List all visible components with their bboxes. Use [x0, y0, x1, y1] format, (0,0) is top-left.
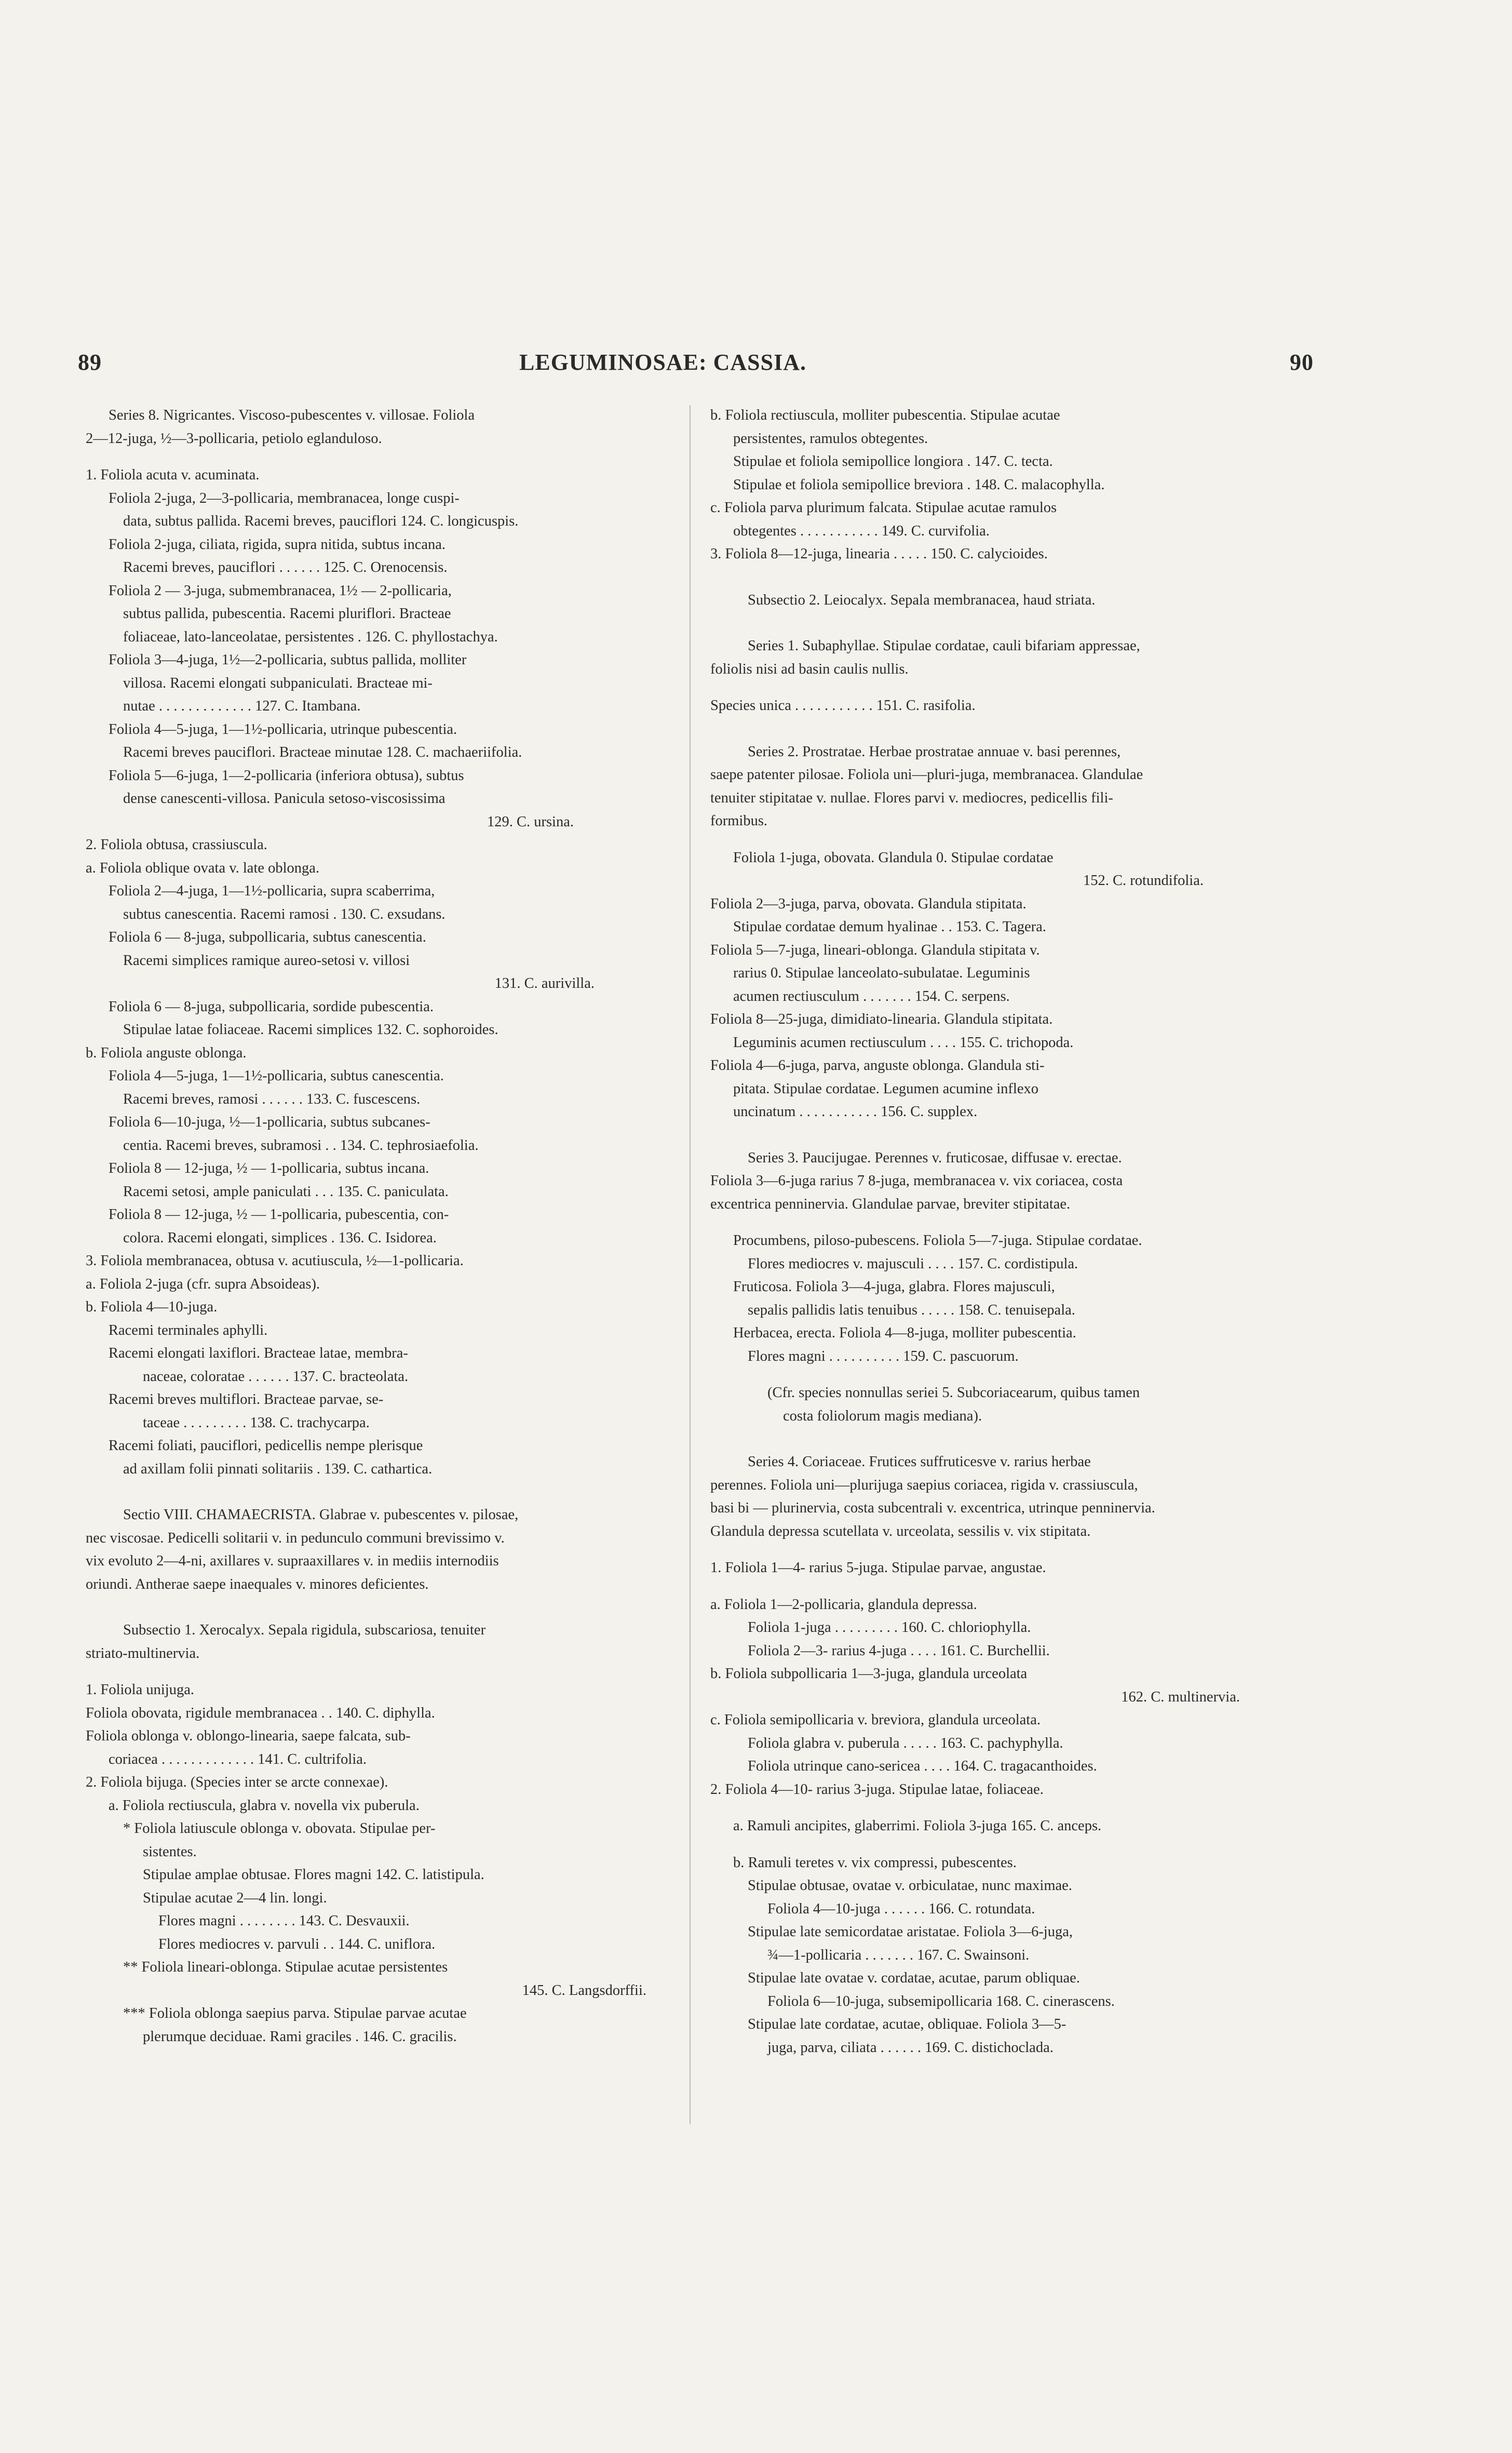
text-line: nec viscosae. Pedicelli solitarii v. in pedunculo communi brevissimo v. [86, 1530, 505, 1546]
text-line: 1. Foliola unijuga. [86, 1682, 194, 1698]
text-line: Foliola 1-juga, obovata. Glandula 0. Stipulae cordatae [733, 849, 1054, 866]
text-line: foliaceae, lato-lanceolatae, persistentes . 126. C. phyllostachya. [123, 628, 498, 645]
text-line: rarius 0. Stipulae lanceolato-subulatae. Leguminis [733, 965, 1030, 981]
text-line: Foliola 4—10-juga . . . . . . 166. C. rotundata. [767, 1900, 1035, 1917]
text-line: 2. Foliola bijuga. (Species inter se arcte connexae). [86, 1774, 388, 1790]
text-line: Foliola 6 — 8-juga, subpollicaria, subtus canescentia. [109, 929, 426, 945]
text-line: Procumbens, piloso-pubescens. Foliola 5—7-juga. Stipulae cordatae. [733, 1232, 1142, 1249]
text-line: Foliola 6 — 8-juga, subpollicaria, sordide pubescentia. [109, 998, 434, 1015]
text-line: Racemi simplices ramique aureo-setosi v. villosi [123, 952, 410, 969]
text-line: a. Foliola oblique ovata v. late oblonga. [86, 860, 320, 876]
text-line: Foliola 2 — 3-juga, submembranacea, 1½ — 2-pollicaria, [109, 582, 452, 599]
text-line: obtegentes . . . . . . . . . . . 149. C. curvifolia. [733, 522, 990, 539]
text-line: 162. C. multinervia. [1121, 1688, 1240, 1705]
text-line: saepe patenter pilosae. Foliola uni—pluri-juga, membranacea. Glandulae [710, 767, 1143, 783]
text-line: b. Foliola rectiuscula, molliter pubescentia. Stipulae acutae [710, 407, 1060, 423]
text-line: acumen rectiusculum . . . . . . . 154. C. serpens. [733, 988, 1010, 1004]
text-line: a. Foliola 2-juga (cfr. supra Absoideas). [86, 1276, 320, 1292]
right-column [710, 404, 1318, 2059]
text-line: Series 3. Paucijugae. Perennes v. fruticosae, diffusae v. erectae. [748, 1149, 1122, 1166]
text-line: oriundi. Antherae saepe inaequales v. minores deficientes. [86, 1576, 429, 1592]
text-line: * Foliola latiuscule oblonga v. obovata. Stipulae per- [123, 1820, 436, 1837]
text-line: tenuiter stipitatae v. nullae. Flores parvi v. mediocres, pedicellis fili- [710, 789, 1113, 806]
text-line: Stipulae latae foliaceae. Racemi simplices 132. C. sophoroides. [123, 1022, 498, 1038]
text-line: Flores magni . . . . . . . . 143. C. Desvauxii. [158, 1913, 410, 1929]
text-line: Foliola 4—6-juga, parva, anguste oblonga. Glandula sti- [710, 1057, 1045, 1074]
text-line: a. Foliola rectiuscula, glabra v. novella vix puberula. [109, 1797, 420, 1814]
text-line: 2—12-juga, ½—3-pollicaria, petiolo eglanduloso. [86, 430, 382, 447]
text-line: coriacea . . . . . . . . . . . . . 141. C. cultrifolia. [109, 1751, 367, 1767]
text-line: Foliola 2—3- rarius 4-juga . . . . 161. C. Burchellii. [748, 1642, 1050, 1659]
text-line: basi bi — plurinervia, costa subcentrali v. excentrica, utrinque penninervia. [710, 1500, 1155, 1516]
text-line: Foliola glabra v. puberula . . . . . 163. C. pachyphylla. [748, 1735, 1063, 1751]
text-line: Stipulae late cordatae, acutae, obliquae. Foliola 3—5- [748, 2016, 1066, 2032]
text-line: Leguminis acumen rectiusculum . . . . 155. C. trichopoda. [733, 1034, 1074, 1051]
text-line: pitata. Stipulae cordatae. Legumen acumine inflexo [733, 1080, 1038, 1097]
text-line: sepalis pallidis latis tenuibus . . . . . 158. C. tenuisepala. [748, 1302, 1075, 1318]
text-line: Foliola 5—6-juga, 1—2-pollicaria (inferiora obtusa), subtus [109, 767, 464, 784]
text-line: 131. C. aurivilla. [494, 975, 595, 991]
text-line: Foliola 1-juga . . . . . . . . . 160. C. chloriophylla. [748, 1619, 1031, 1636]
text-line: Stipulae acutae 2—4 lin. longi. [143, 1889, 327, 1906]
text-line: vix evoluto 2—4-ni, axillares v. supraaxillares v. in mediis internodiis [86, 1553, 499, 1569]
text-line: Foliola oblonga v. oblongo-linearia, saepe falcata, sub- [86, 1728, 411, 1744]
left-column [86, 404, 667, 2048]
text-line: b. Foliola subpollicaria 1—3-juga, glandula urceolata [710, 1666, 1028, 1682]
text-line: formibus. [710, 813, 768, 829]
text-line: Foliola 5—7-juga, lineari-oblonga. Glandula stipitata v. [710, 942, 1040, 958]
text-line: data, subtus pallida. Racemi breves, pauciflori 124. C. longicuspis. [123, 513, 519, 529]
text-line: Stipulae et foliola semipollice breviora . 148. C. malacophylla. [733, 476, 1105, 493]
text-line: Foliola 2-juga, ciliata, rigida, supra nitida, subtus incana. [109, 536, 446, 553]
text-line: plerumque deciduae. Rami graciles . 146. C. gracilis. [143, 2028, 457, 2045]
text-line: 145. C. Langsdorffii. [522, 1982, 646, 1999]
text-line: Flores mediocres v. majusculi . . . . 157. C. cordistipula. [748, 1255, 1078, 1272]
text-line: Stipulae cordatae demum hyalinae . . 153. C. Tagera. [733, 919, 1046, 935]
text-line: subtus pallida, pubescentia. Racemi pluriflori. Bracteae [123, 606, 451, 622]
text-line: dense canescenti-villosa. Panicula setoso-viscosissima [123, 790, 446, 807]
text-line: Subsectio 2. Leiocalyx. Sepala membranacea, haud striata. [748, 592, 1096, 608]
text-line: Foliola 4—5-juga, 1—1½-pollicaria, utrinque pubescentia. [109, 721, 457, 738]
text-line: perennes. Foliola uni—plurijuga saepius coriacea, rigida v. crassiuscula, [710, 1477, 1138, 1493]
text-line: Species unica . . . . . . . . . . . 151. C. rasifolia. [710, 698, 976, 714]
text-line: Foliola 2—4-juga, 1—1½-pollicaria, supra scaberrima, [109, 883, 435, 899]
text-line: excentrica penninervia. Glandulae parvae, breviter stipitatae. [710, 1196, 1071, 1212]
text-line: Stipulae late ovatae v. cordatae, acutae, parum obliquae. [748, 1970, 1080, 1986]
text-line: Racemi terminales aphylli. [109, 1322, 268, 1338]
text-line: b. Foliola 4—10-juga. [86, 1299, 218, 1315]
text-line: Foliola obovata, rigidule membranacea . . 140. C. diphylla. [86, 1705, 435, 1721]
text-line: Series 1. Subaphyllae. Stipulae cordatae, cauli bifariam appressae, [748, 638, 1140, 654]
text-line: nutae . . . . . . . . . . . . . 127. C. Itambana. [123, 698, 361, 714]
text-line: Racemi breves, ramosi . . . . . . 133. C. fuscescens. [123, 1091, 421, 1107]
text-line: striato-multinervia. [86, 1645, 200, 1661]
text-line: colora. Racemi elongati, simplices . 136. C. Isidorea. [123, 1229, 437, 1246]
text-line: naceae, coloratae . . . . . . 137. C. bracteolata. [143, 1368, 409, 1385]
text-line: *** Foliola oblonga saepius parva. Stipulae parvae acutae [123, 2005, 467, 2021]
text-line: c. Foliola semipollicaria v. breviora, glandula urceolata. [710, 1712, 1041, 1728]
text-line: 3. Foliola membranacea, obtusa v. acutiuscula, ½—1-pollicaria. [86, 1253, 464, 1269]
text-line: c. Foliola parva plurimum falcata. Stipulae acutae ramulos [710, 500, 1057, 516]
text-line: Foliola 8—25-juga, dimidiato-linearia. Glandula stipitata. [710, 1011, 1053, 1027]
text-line: 152. C. rotundifolia. [1083, 873, 1204, 889]
text-line: Foliola 3—6-juga rarius 7 8-juga, membranacea v. vix coriacea, costa [710, 1173, 1123, 1189]
text-line: a. Ramuli ancipites, glaberrimi. Foliola 3-juga 165. C. anceps. [733, 1818, 1102, 1834]
text-line: ¾—1-pollicaria . . . . . . . 167. C. Swainsoni. [767, 1947, 1030, 1963]
text-line: Racemi foliati, pauciflori, pedicellis nempe plerisque [109, 1438, 423, 1454]
text-line: Foliola 2—3-juga, parva, obovata. Glandula stipitata. [710, 895, 1027, 912]
text-line: 1. Foliola acuta v. acuminata. [86, 467, 260, 483]
text-line: Foliola 6—10-juga, subsemipollicaria 168. C. cinerascens. [767, 1993, 1115, 2009]
text-line: b. Ramuli teretes v. vix compressi, pubescentes. [733, 1854, 1017, 1871]
page-number-left: 89 [78, 350, 102, 375]
text-line: Racemi breves pauciflori. Bracteae minutae 128. C. machaeriifolia. [123, 744, 522, 760]
text-line: Sectio VIII. CHAMAECRISTA. Glabrae v. pubescentes v. pilosae, [123, 1507, 519, 1523]
text-line: Stipulae obtusae, ovatae v. orbiculatae, nunc maximae. [748, 1878, 1072, 1894]
text-line: 3. Foliola 8—12-juga, linearia . . . . . 150. C. calycioides. [710, 546, 1048, 562]
text-line: subtus canescentia. Racemi ramosi . 130. C. exsudans. [123, 906, 446, 922]
text-line: uncinatum . . . . . . . . . . . 156. C. supplex. [733, 1104, 978, 1120]
text-line: Series 4. Coriaceae. Frutices suffruticesve v. rarius herbae [748, 1454, 1091, 1470]
text-line: Racemi setosi, ample paniculati . . . 135. C. paniculata. [123, 1183, 449, 1200]
text-line: 1. Foliola 1—4- rarius 5-juga. Stipulae parvae, angustae. [710, 1560, 1046, 1576]
text-line: taceae . . . . . . . . . 138. C. trachycarpa. [143, 1414, 370, 1431]
text-line: 2. Foliola 4—10- rarius 3-juga. Stipulae latae, foliaceae. [710, 1781, 1044, 1798]
column-divider [690, 405, 691, 2124]
text-line: Subsectio 1. Xerocalyx. Sepala rigidula, subscariosa, tenuiter [123, 1622, 486, 1638]
text-line: Racemi breves, pauciflori . . . . . . 125. C. Orenocensis. [123, 559, 448, 575]
text-line: (Cfr. species nonnullas seriei 5. Subcoriacearum, quibus tamen [767, 1385, 1140, 1401]
text-line: villosa. Racemi elongati subpaniculati. Bracteae mi- [123, 675, 433, 691]
running-title: LEGUMINOSAE: CASSIA. [519, 350, 806, 375]
text-line: Foliola utrinque cano-sericea . . . . 164. C. tragacanthoides. [748, 1758, 1097, 1774]
text-line: Foliola 8 — 12-juga, ½ — 1-pollicaria, pubescentia, con- [109, 1207, 449, 1223]
text-line: Stipulae late semicordatae aristatae. Foliola 3—6-juga, [748, 1924, 1073, 1940]
text-line: costa foliolorum magis mediana). [783, 1408, 982, 1424]
text-line: 2. Foliola obtusa, crassiuscula. [86, 837, 267, 853]
text-line: Fruticosa. Foliola 3—4-juga, glabra. Flores majusculi, [733, 1279, 1055, 1295]
text-line: Stipulae et foliola semipollice longiora . 147. C. tecta. [733, 453, 1053, 470]
text-line: Glandula depressa scutellata v. urceolata, sessilis v. vix stipitata. [710, 1523, 1091, 1539]
page-header [78, 349, 1314, 391]
text-line: Racemi elongati laxiflori. Bracteae latae, membra- [109, 1345, 408, 1361]
text-line: Foliola 4—5-juga, 1—1½-pollicaria, subtus canescentia. [109, 1068, 444, 1084]
text-line: ** Foliola lineari-oblonga. Stipulae acutae persistentes [123, 1959, 448, 1975]
text-line: Foliola 2-juga, 2—3-pollicaria, membranacea, longe cuspi- [109, 490, 460, 506]
text-line: Series 2. Prostratae. Herbae prostratae annuae v. basi perennes, [748, 743, 1121, 760]
text-line: Foliola 6—10-juga, ½—1-pollicaria, subtus subcanes- [109, 1114, 430, 1130]
text-line: Herbacea, erecta. Foliola 4—8-juga, molliter pubescentia. [733, 1325, 1076, 1341]
text-line: centia. Racemi breves, subramosi . . 134. C. tephrosiaefolia. [123, 1137, 479, 1154]
text-line: Flores magni . . . . . . . . . . 159. C. pascuorum. [748, 1348, 1019, 1364]
text-line: foliolis nisi ad basin caulis nullis. [710, 661, 909, 677]
text-line: Stipulae amplae obtusae. Flores magni 142. C. latistipula. [143, 1867, 484, 1883]
text-line: Foliola 8 — 12-juga, ½ — 1-pollicaria, subtus incana. [109, 1160, 429, 1176]
text-line: a. Foliola 1—2-pollicaria, glandula depressa. [710, 1596, 977, 1613]
text-line: persistentes, ramulos obtegentes. [733, 430, 928, 447]
text-line: b. Foliola anguste oblonga. [86, 1044, 247, 1061]
text-line: Flores mediocres v. parvuli . . 144. C. uniflora. [158, 1936, 436, 1952]
text-line: Series 8. Nigricantes. Viscoso-pubescentes v. villosae. Foliola [109, 407, 475, 423]
text-line: Racemi breves multiflori. Bracteae parvae, se- [109, 1391, 384, 1408]
text-line: Foliola 3—4-juga, 1½—2-pollicaria, subtus pallida, molliter [109, 652, 467, 668]
page-number-right: 90 [1290, 350, 1314, 375]
text-line: 129. C. ursina. [487, 813, 574, 830]
text-line: sistentes. [143, 1843, 197, 1860]
text-line: juga, parva, ciliata . . . . . . 169. C. distichoclada. [767, 2039, 1054, 2056]
text-line: ad axillam folii pinnati solitariis . 139. C. cathartica. [123, 1460, 433, 1477]
